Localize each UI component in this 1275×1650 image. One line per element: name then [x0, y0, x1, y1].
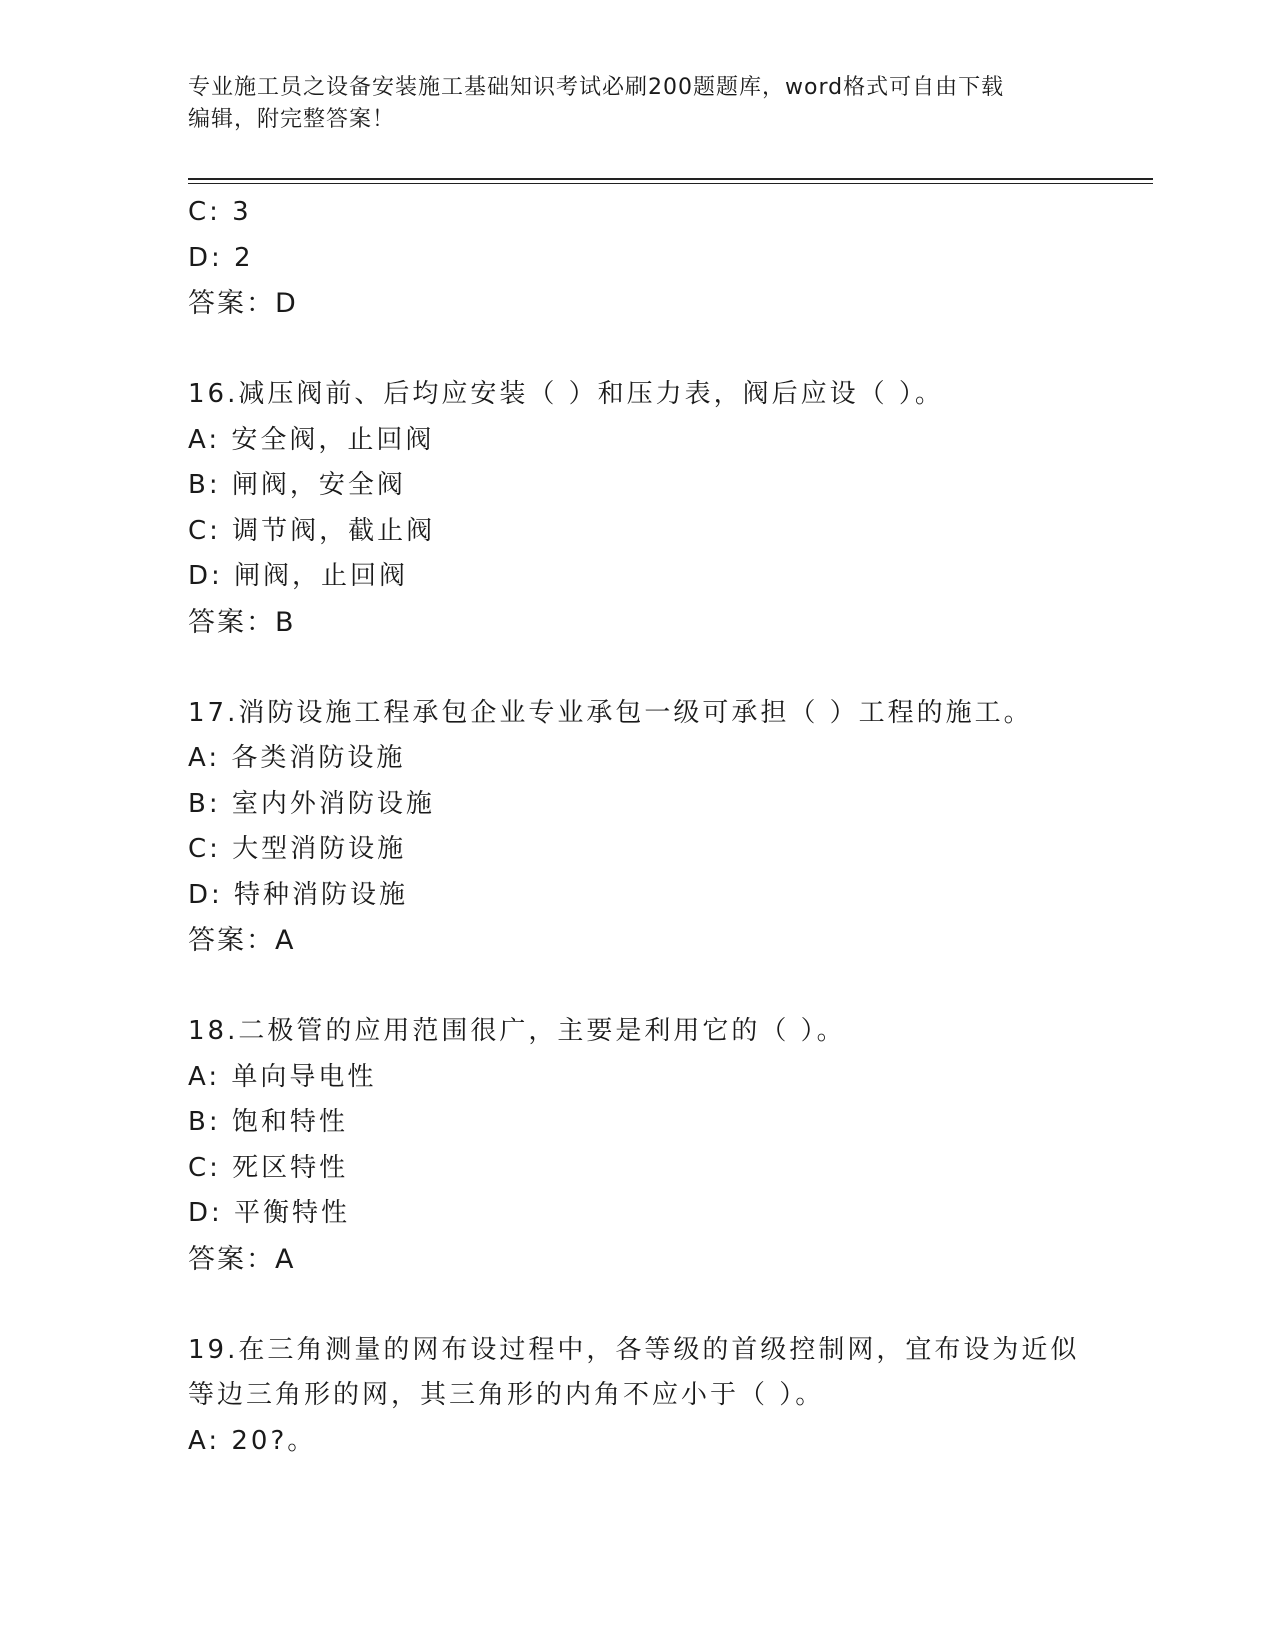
- spacer: [188, 327, 1088, 372]
- spacer: [188, 646, 1088, 691]
- answer: 答案：A: [188, 925, 296, 956]
- document-header: [188, 72, 1088, 136]
- document-body: [188, 190, 1088, 1464]
- option-c: C: 大型消防设施: [188, 834, 407, 864]
- option-d: D: 2: [188, 242, 254, 273]
- option-c: C: 3: [188, 197, 252, 227]
- option-a: A: 单向导电性: [188, 1061, 377, 1092]
- question-19: [188, 1328, 1088, 1465]
- question-15-continued: [188, 190, 1088, 327]
- option-d: D: 闸阀，止回阀: [188, 561, 409, 591]
- question-stem-line-2: 等边三角形的网，其三角形的内角不应小于（ ）。: [188, 1380, 825, 1410]
- question-17: [188, 691, 1088, 965]
- question-stem: 18.二极管的应用范围很广，主要是利用它的（ ）。: [188, 1016, 846, 1046]
- option-d: D: 平衡特性: [188, 1198, 351, 1228]
- option-b: B: 闸阀，安全阀: [188, 470, 406, 500]
- option-a: A: 各类消防设施: [188, 743, 406, 773]
- spacer: [188, 964, 1088, 1009]
- header-rule-thin: [188, 183, 1153, 184]
- question-stem: 17.消防设施工程承包企业专业承包一级可承担（ ）工程的施工。: [188, 697, 1033, 728]
- question-stem: 16.减压阀前、后均应安装（ ）和压力表，阀后应设（ ）。: [188, 379, 944, 409]
- question-18: [188, 1009, 1088, 1283]
- option-b: B: 饱和特性: [188, 1107, 348, 1137]
- question-16: [188, 372, 1088, 646]
- answer: 答案：B: [188, 606, 296, 638]
- answer: 答案：D: [188, 288, 298, 319]
- answer: 答案：A: [188, 1243, 296, 1275]
- header-title-line-2: 编辑，附完整答案！: [188, 107, 396, 132]
- spacer: [188, 1283, 1088, 1328]
- option-c: C: 调节阀，截止阀: [188, 515, 436, 546]
- option-a: A: 安全阀，止回阀: [188, 424, 435, 455]
- question-stem-line-1: 19.在三角测量的网布设过程中，各等级的首级控制网，宜布设为近似: [188, 1334, 1080, 1365]
- option-b: B: 室内外消防设施: [188, 788, 435, 819]
- header-title-line-1: 专业施工员之设备安装施工基础知识考试必刷200题题库，word格式可自由下载: [188, 75, 1005, 100]
- option-a: A: 20?。: [188, 1425, 317, 1456]
- option-c: C: 死区特性: [188, 1152, 349, 1183]
- header-rule-thick: [188, 178, 1153, 180]
- option-d: D: 特种消防设施: [188, 879, 409, 910]
